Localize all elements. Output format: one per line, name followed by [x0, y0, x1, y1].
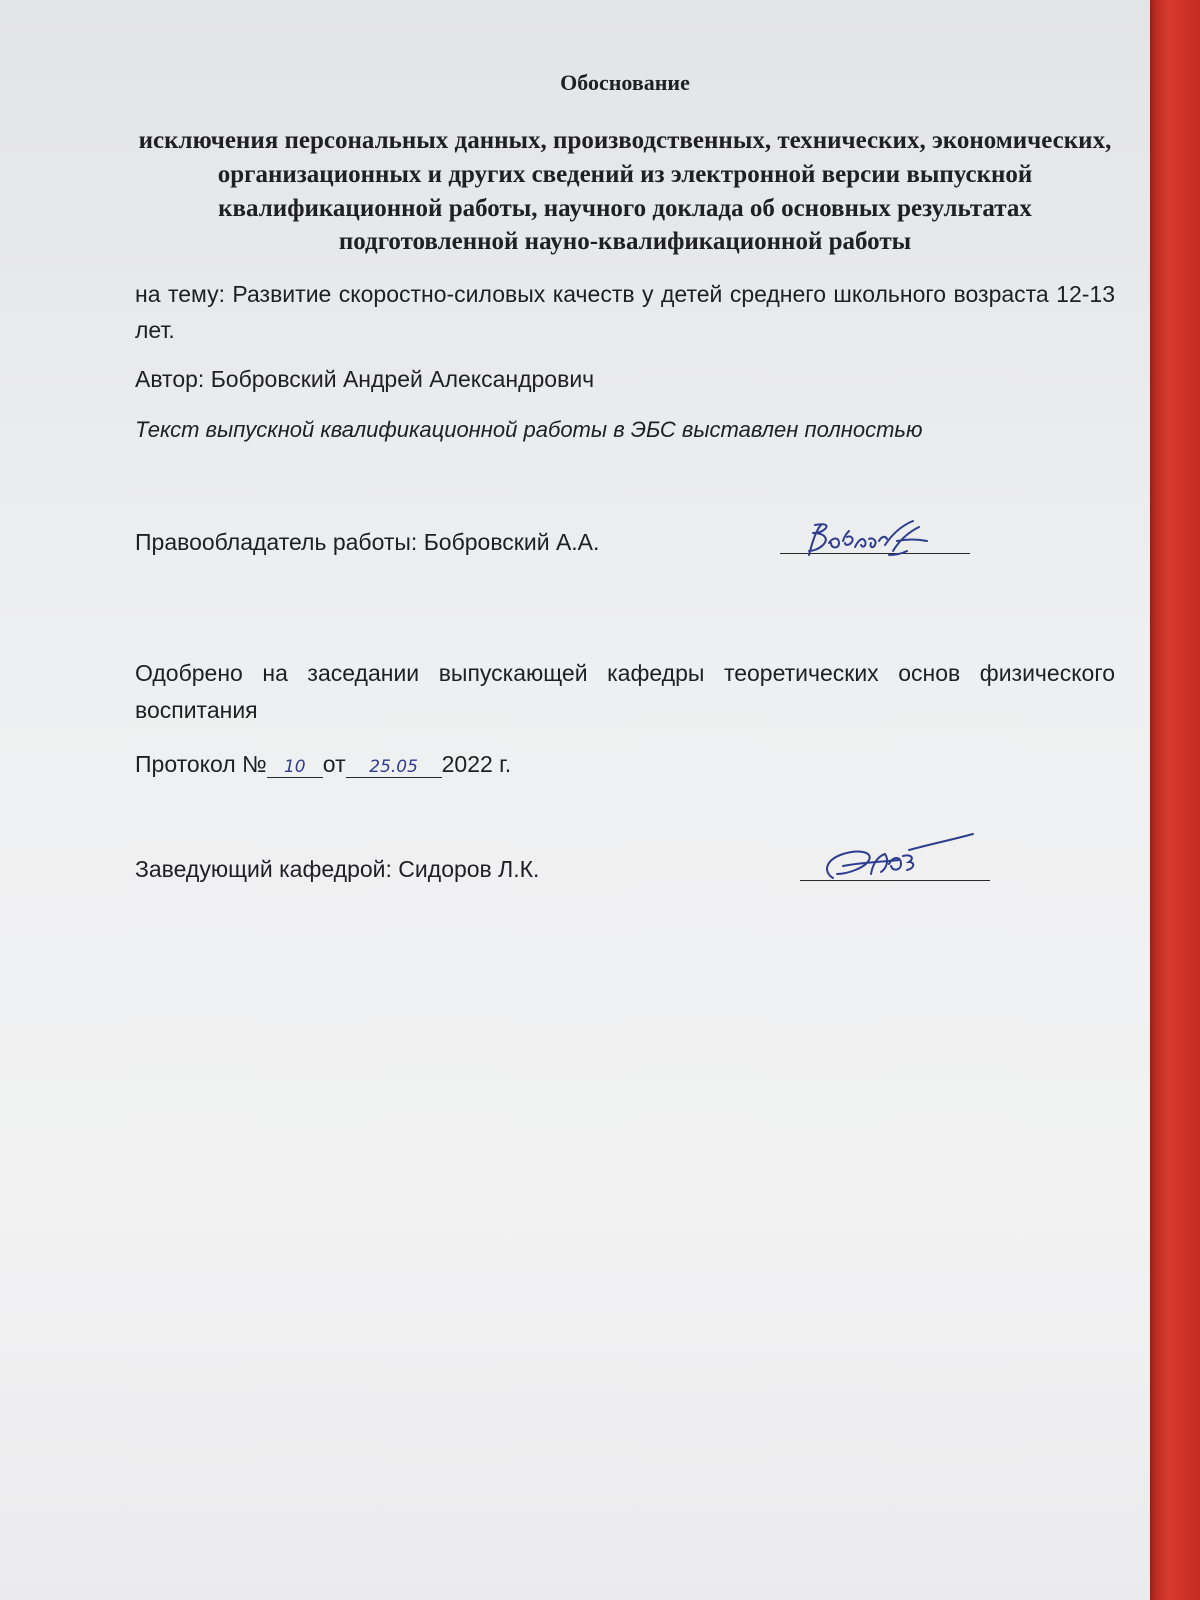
approval-line: Одобрено на заседании выпускающей кафедры теоретических основ физического воспитания	[135, 660, 1115, 724]
protocol-from-label: от	[322, 750, 346, 777]
document-subtitle: исключения персональных данных, производственных, технических, экономических, организационных и других сведений из электронной версии выпускной квалификационной работы, научного доклада об основных результатах подготовленной науно-квалификационной работы	[138, 127, 1112, 256]
rightholder-signature	[785, 511, 965, 571]
document-title: Обоснование	[560, 70, 690, 95]
protocol-date: 25.05	[346, 758, 442, 778]
binder-edge	[1148, 0, 1200, 1600]
head-of-department-label: Заведующий кафедрой: Сидоров Л.К.	[135, 855, 540, 882]
protocol-label: Протокол №	[135, 750, 267, 777]
head-signature	[803, 816, 983, 896]
author-line: Автор: Бобровский Андрей Александрович	[135, 366, 595, 393]
publication-note: Текст выпускной квалификационной работы в ЭБС выставлен полностью	[135, 417, 923, 443]
rightholder-line	[135, 529, 1115, 569]
protocol-number: 10	[267, 758, 323, 778]
protocol-line	[135, 751, 1115, 778]
document-content	[135, 70, 1115, 896]
head-of-department-line	[135, 856, 1115, 896]
rightholder-label: Правообладатель работы: Бобровский А.А.	[135, 529, 600, 556]
protocol-year: 2022 г.	[441, 750, 512, 777]
topic-line: на тему: Развитие скоростно-силовых качеств у детей среднего школьного возраста 12-13 лет.	[135, 281, 1115, 343]
